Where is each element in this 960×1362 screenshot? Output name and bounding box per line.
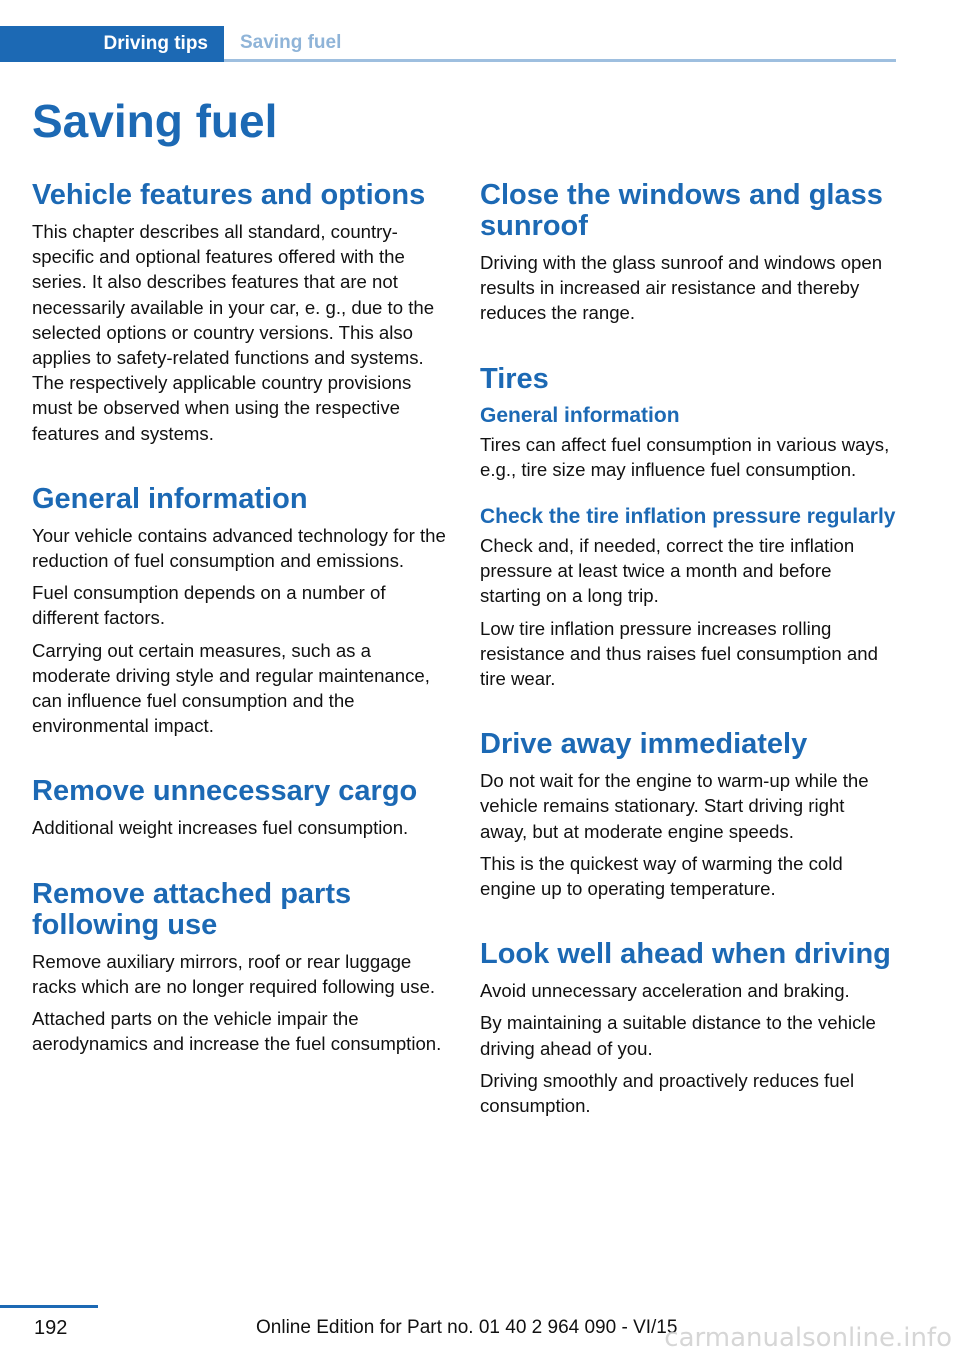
left-column — [32, 180, 448, 1063]
paragraph: Tires can affect fuel consumption in various ways, e.g., tire size may influence fuel consumption. — [480, 433, 890, 480]
page-title: Saving fuel — [32, 95, 278, 147]
subsection-heading: Check the tire inflation pressure regularly — [480, 505, 896, 529]
section-heading: Tires — [480, 362, 549, 395]
remove-parts-section — [32, 879, 448, 1057]
subsection-heading: General information — [480, 403, 680, 427]
section-tab: Saving fuel — [240, 31, 342, 53]
paragraph: Remove auxiliary mirrors, roof or rear luggage racks which are no longer required following use. — [32, 950, 436, 997]
paragraph: Additional weight increases fuel consumption. — [32, 817, 409, 839]
paragraph: Driving with the glass sunroof and windows open results in increased air resistance and thereby reduces the range. — [480, 252, 883, 324]
paragraph: Check and, if needed, correct the tire inflation pressure at least twice a month and before starting on a long trip. — [480, 535, 855, 607]
paragraph: Low tire inflation pressure increases rolling resistance and thus raises fuel consumption and tire wear. — [480, 617, 878, 690]
close-windows-section — [480, 180, 896, 326]
paragraph: This chapter describes all standard, country-specific and optional features offered with the series. It also describes features that are not necessarily available in your car, e. g., due to the selected options or country versions. This also applies to safety-related functions and systems. The respectively applicable country provisions must be observed when using the respective features and systems. — [32, 221, 435, 444]
chapter-tab: Driving tips — [0, 26, 224, 62]
section-heading: Remove attached parts following use — [32, 877, 352, 941]
paragraph: Your vehicle contains advanced technology for the reduction of fuel consumption and emissions. — [32, 524, 446, 572]
paragraph: Avoid unnecessary acceleration and braking. — [480, 980, 850, 1002]
paragraph: Driving smoothly and proactively reduces fuel consumption. — [480, 1069, 855, 1117]
header-divider — [224, 59, 896, 62]
general-information-section — [32, 484, 448, 739]
tires-section — [480, 364, 896, 692]
right-column — [480, 180, 896, 1125]
watermark: carmanualsonline.info — [664, 1323, 952, 1353]
page-header — [0, 26, 896, 62]
paragraph: By maintaining a suitable distance to the vehicle driving ahead of you. — [480, 1012, 876, 1059]
section-heading: Vehicle features and options — [32, 179, 426, 211]
section-heading: Close the windows and glass sunroof — [480, 179, 883, 242]
vehicle-features-section — [32, 180, 448, 446]
paragraph: Attached parts on the vehicle impair the aerodynamics and increase the fuel consumption. — [32, 1008, 442, 1055]
edition-label: Online Edition for Part no. 01 40 2 964 090 - VI/15 — [256, 1317, 678, 1338]
look-ahead-section — [480, 939, 896, 1118]
section-heading: Look well ahead when driving — [480, 938, 891, 971]
section-heading: Drive away immediately — [480, 728, 808, 761]
paragraph: Fuel consumption depends on a number of different factors. — [32, 582, 386, 629]
footer-divider — [0, 1305, 98, 1308]
section-heading: General information — [32, 482, 308, 515]
paragraph: Do not wait for the engine to warm-up while the vehicle remains stationary. Start driving right away, but at moderate engine speeds. — [480, 770, 869, 842]
page-number: 192 — [34, 1317, 68, 1339]
section-heading: Remove unnecessary cargo — [32, 775, 418, 808]
remove-cargo-section — [32, 776, 448, 840]
paragraph: This is the quickest way of warming the cold engine up to operating temperature. — [480, 852, 843, 900]
drive-away-section — [480, 729, 896, 901]
paragraph: Carrying out certain measures, such as a moderate driving style and regular maintenance, can influence fuel consumption and the environmental impact. — [32, 639, 430, 737]
